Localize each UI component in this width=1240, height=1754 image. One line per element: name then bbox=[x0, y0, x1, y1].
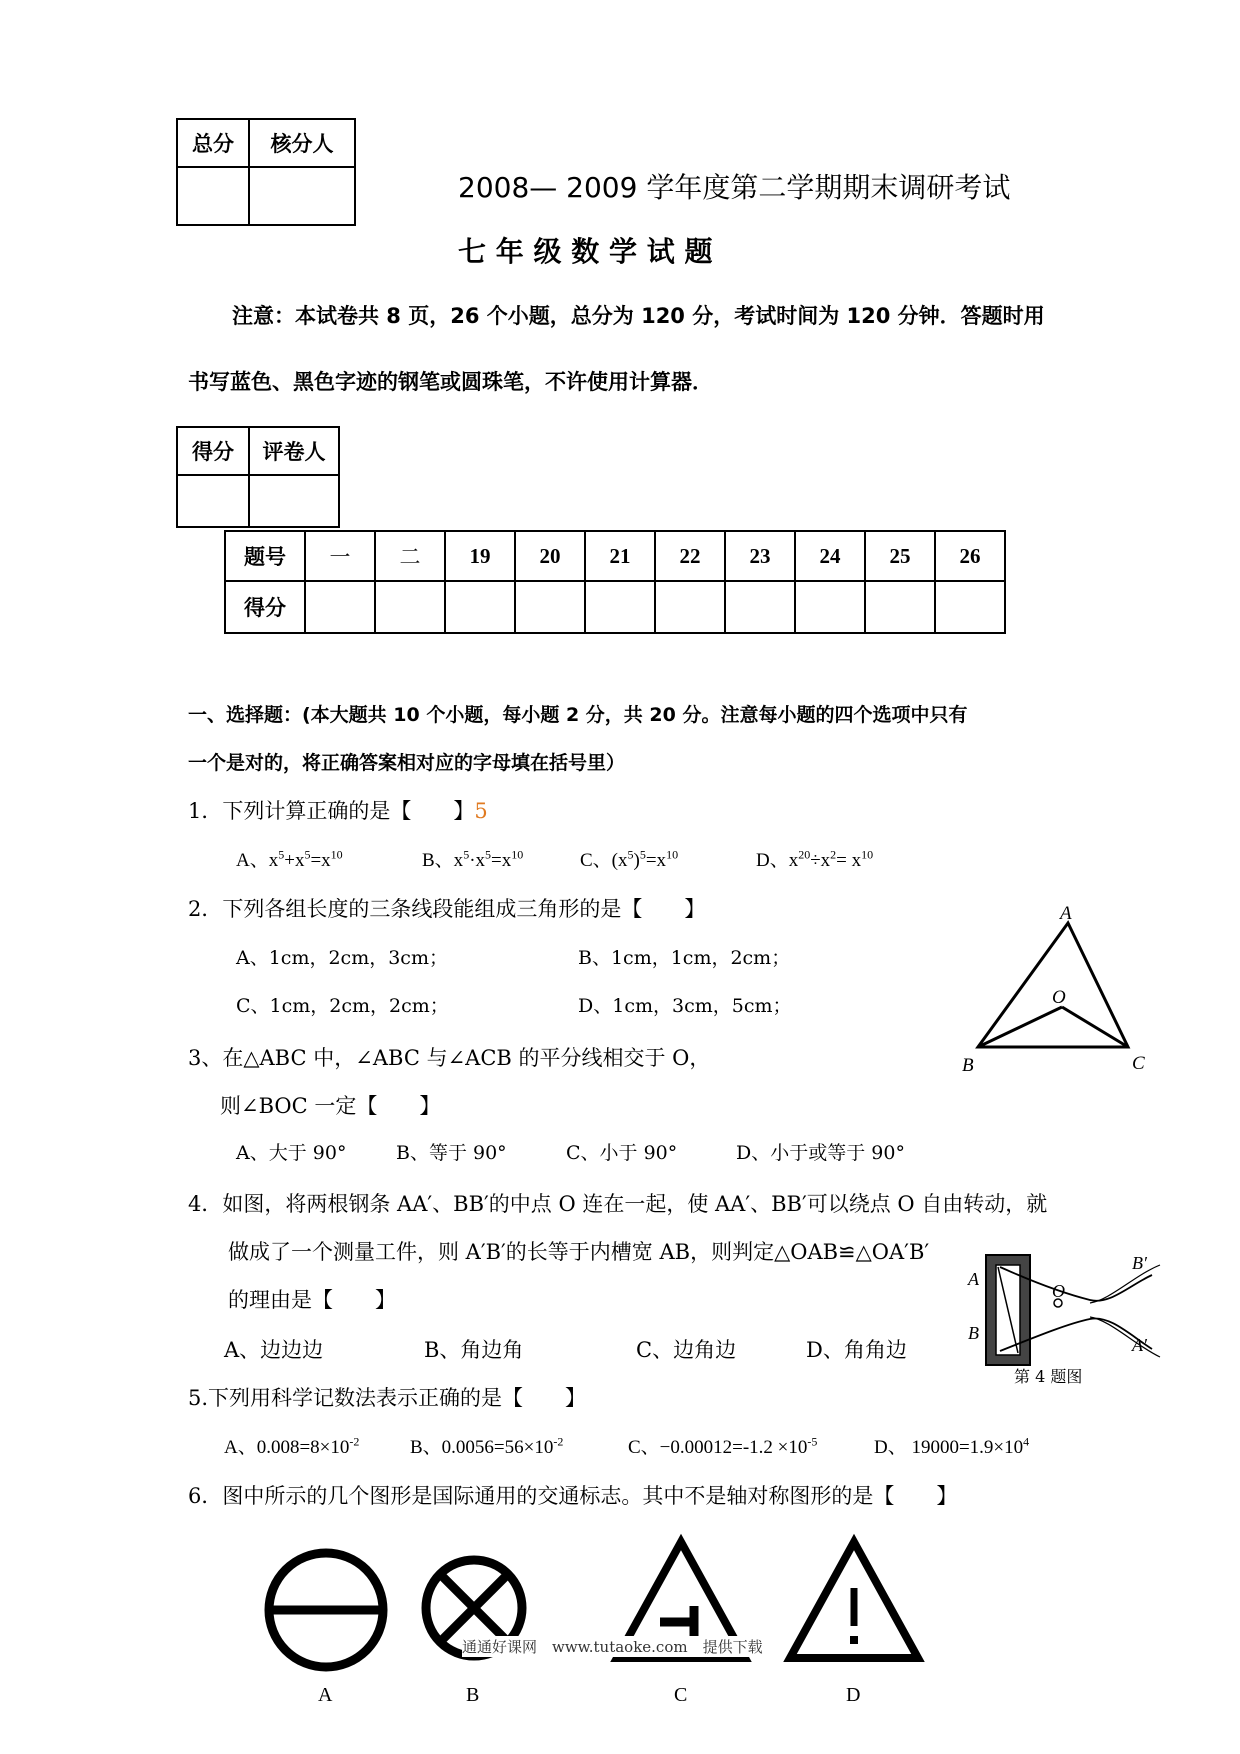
sign-d-warning-icon bbox=[790, 1542, 918, 1658]
sign-label-b: B bbox=[466, 1684, 480, 1706]
q4-label-a-prime: A′ bbox=[1132, 1335, 1147, 1355]
score-col-header: 19 bbox=[445, 531, 515, 581]
score-cell[interactable] bbox=[655, 581, 725, 633]
notice-line-2: 书写蓝色、黑色字迹的钢笔或圆珠笔，不许使用计算器． bbox=[188, 370, 713, 394]
q2-option-d: D、1cm，3cm，5cm； bbox=[578, 995, 792, 1017]
score-col-header: 26 bbox=[935, 531, 1005, 581]
q5-stem: 5.下列用科学记数法表示正确的是【 】 bbox=[188, 1386, 587, 1410]
score-col-header: 24 bbox=[795, 531, 865, 581]
score-cell[interactable] bbox=[585, 581, 655, 633]
q1-mark: 5 bbox=[474, 799, 488, 823]
q5-option-c: C、$-0.00012=-1.2 \times 10^{-5}$ bbox=[628, 1434, 818, 1458]
q4-label-a: A bbox=[968, 1269, 979, 1289]
sign-label-d: D bbox=[846, 1684, 861, 1706]
q1-option-a: A、$x^5+x^5=x^{10}$ bbox=[236, 847, 343, 871]
q1-option-d: D、$x^{20}\div x^2= x^{10}$ bbox=[756, 847, 874, 871]
score-col-header: 22 bbox=[655, 531, 725, 581]
score-cell[interactable] bbox=[935, 581, 1005, 633]
q1-stem: 1．下列计算正确的是【 】5 bbox=[188, 799, 488, 823]
notice-line-1: 注意：本试卷共 8 页，26 个小题，总分为 120 分，考试时间为 120 分钟．答题时用 bbox=[232, 304, 1045, 328]
grader-name-cell[interactable] bbox=[249, 475, 339, 527]
score-col-header: 二 bbox=[375, 531, 445, 581]
q1-option-c: C、$(x^5)^5=x^{10}$ bbox=[580, 847, 679, 871]
score-cell[interactable] bbox=[515, 581, 585, 633]
total-score-table bbox=[176, 118, 356, 226]
watermark: 通通好课网 www.tutaoke.com 提供下载 bbox=[462, 1638, 763, 1656]
sign-a-no-entry-icon bbox=[269, 1553, 383, 1667]
q3-option-d: D、小于或等于 90° bbox=[736, 1142, 905, 1164]
section1-header-2: 一个是对的，将正确答案相对应的字母填在括号里） bbox=[188, 752, 626, 774]
q4-option-a: A、边边边 bbox=[224, 1338, 324, 1362]
score-table-row-label: 得分 bbox=[225, 581, 305, 633]
score-cell[interactable] bbox=[375, 581, 445, 633]
q4-figure-caption: 第 4 题图 bbox=[1014, 1367, 1083, 1386]
q4-option-b: B、角边角 bbox=[424, 1338, 524, 1362]
q3-label-o: O bbox=[1052, 987, 1066, 1008]
q2-option-b: B、1cm，1cm，2cm； bbox=[578, 947, 791, 969]
q4-line-3: 的理由是【 】 bbox=[228, 1288, 396, 1312]
q2-stem: 2．下列各组长度的三条线段能组成三角形的是【 】 bbox=[188, 897, 706, 921]
q3-stem: 3、在△ABC 中，∠ABC 与∠ACB 的平分线相交于 O， bbox=[188, 1046, 711, 1070]
q3-triangle-figure bbox=[950, 895, 1160, 1080]
q5-option-a: A、$0.008=8\times 10^{-2}$ bbox=[224, 1434, 360, 1458]
score-cell[interactable] bbox=[725, 581, 795, 633]
grader-table bbox=[176, 426, 340, 528]
exam-subtitle: 七 年 级 数 学 试 题 bbox=[458, 235, 713, 268]
exam-title: 2008— 2009 学年度第二学期期末调研考试 bbox=[458, 171, 1011, 204]
sign-label-a: A bbox=[318, 1684, 333, 1706]
score-table-row-label: 题号 bbox=[225, 531, 305, 581]
q3-label-b: B bbox=[962, 1055, 974, 1076]
grader-score-header: 得分 bbox=[177, 427, 249, 475]
q4-label-b: B bbox=[968, 1323, 979, 1343]
grader-score-cell[interactable] bbox=[177, 475, 249, 527]
sign-label-c: C bbox=[674, 1684, 688, 1706]
score-col-header: 一 bbox=[305, 531, 375, 581]
score-col-header: 20 bbox=[515, 531, 585, 581]
q5-option-b: B、$0.0056=56\times 10^{-2}$ bbox=[410, 1434, 564, 1458]
checker-header: 核分人 bbox=[249, 119, 355, 167]
section1-header-1: 一、选择题：(本大题共 10 个小题，每小题 2 分，共 20 分。注意每小题的四个选项中只有 bbox=[188, 704, 968, 726]
score-col-header: 25 bbox=[865, 531, 935, 581]
q4-line-1: 4．如图，将两根钢条 AA′、BB′的中点 O 连在一起，使 AA′、BB′可以绕点 O 自由转动，就 bbox=[188, 1192, 1048, 1216]
q5-option-d: D、 $19000=1.9\times 10^4$ bbox=[874, 1434, 1030, 1458]
q4-line-2: 做成了一个测量工件，则 A′B′的长等于内槽宽 AB，则判定△OAB≌△OA′B′ bbox=[228, 1240, 930, 1264]
checker-cell[interactable] bbox=[249, 167, 355, 225]
q6-stem: 6．图中所示的几个图形是国际通用的交通标志。其中不是轴对称图形的是【 】 bbox=[188, 1484, 958, 1508]
q6-signs bbox=[260, 1530, 940, 1705]
grader-name-header: 评卷人 bbox=[249, 427, 339, 475]
q3-option-a: A、大于 90° bbox=[236, 1142, 347, 1164]
q2-option-c: C、1cm，2cm，2cm； bbox=[236, 995, 449, 1017]
q3-label-c: C bbox=[1132, 1053, 1145, 1074]
score-col-header: 21 bbox=[585, 531, 655, 581]
score-cell[interactable] bbox=[795, 581, 865, 633]
q4-label-b-prime: B′ bbox=[1132, 1253, 1147, 1273]
q3-option-b: B、等于 90° bbox=[396, 1142, 507, 1164]
total-score-header: 总分 bbox=[177, 119, 249, 167]
q3-stem-2: 则∠BOC 一定【 】 bbox=[220, 1094, 441, 1118]
q4-option-c: C、边角边 bbox=[636, 1338, 737, 1362]
score-cell[interactable] bbox=[445, 581, 515, 633]
score-table bbox=[224, 530, 1006, 634]
score-cell[interactable] bbox=[305, 581, 375, 633]
q3-label-a: A bbox=[1060, 903, 1072, 924]
score-cell[interactable] bbox=[865, 581, 935, 633]
total-score-cell[interactable] bbox=[177, 167, 249, 225]
q3-option-c: C、小于 90° bbox=[566, 1142, 678, 1164]
q2-option-a: A、1cm，2cm，3cm； bbox=[236, 947, 448, 969]
q4-option-d: D、角角边 bbox=[806, 1338, 907, 1362]
q4-label-o: O bbox=[1052, 1281, 1065, 1301]
q1-option-b: B、$x^5\cdot x^5=x^{10}$ bbox=[422, 847, 524, 871]
score-col-header: 23 bbox=[725, 531, 795, 581]
